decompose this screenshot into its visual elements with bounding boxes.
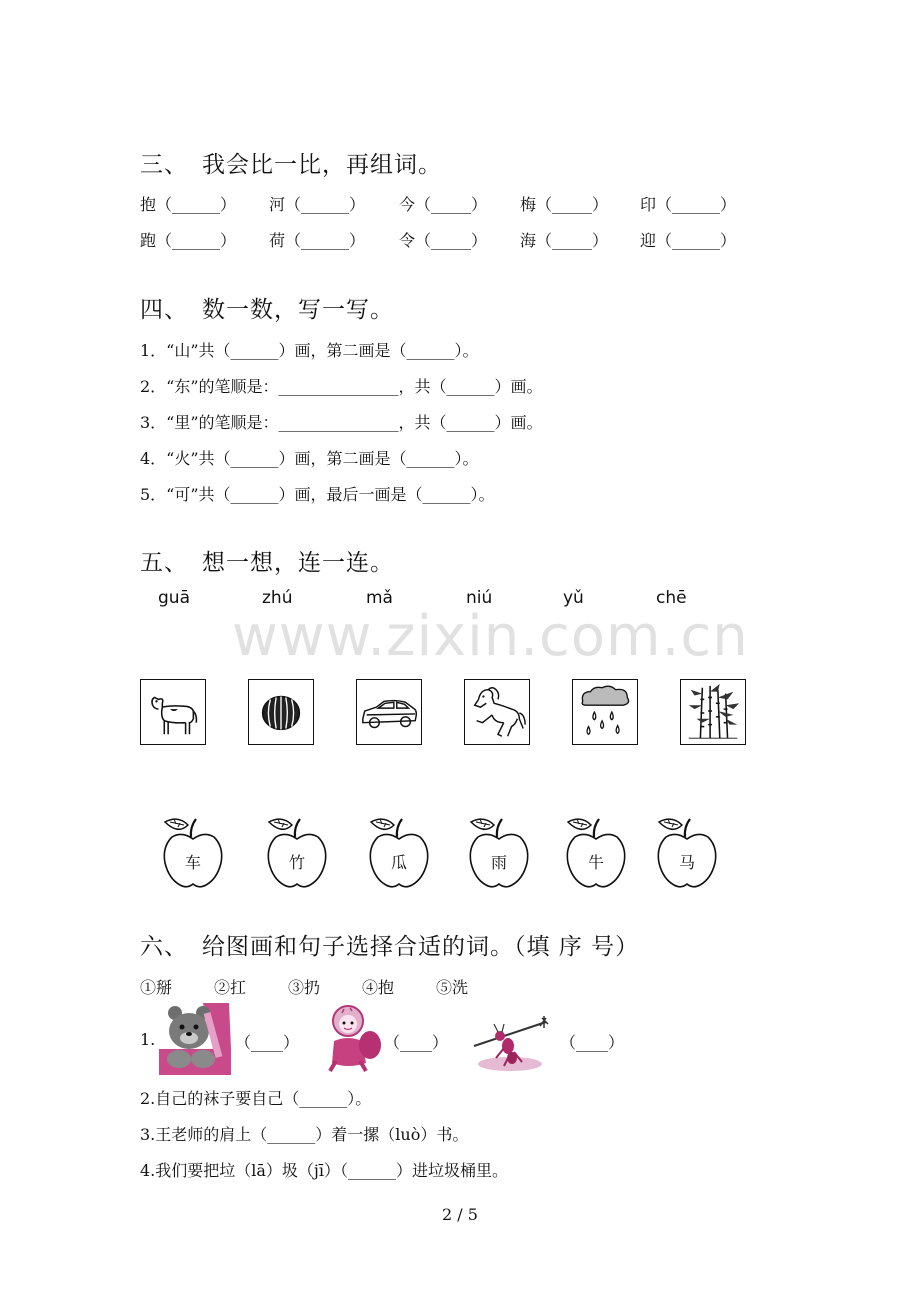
section-5-title xyxy=(140,544,394,577)
apple-card[interactable] xyxy=(366,813,432,889)
pinyin-label: zhú xyxy=(262,588,293,608)
page-number: 2 / 5 xyxy=(442,1205,478,1224)
apple-card[interactable] xyxy=(160,813,226,889)
ant-carrying-icon[interactable] xyxy=(470,1014,550,1074)
compare-cell: 跑（______） xyxy=(140,231,237,250)
section-3-text: 我会比一比，再组词。 xyxy=(202,152,442,178)
stroke-question: 5．“可”共（______）画，最后一画是（______）。 xyxy=(140,485,495,504)
horse-icon[interactable] xyxy=(464,679,530,745)
compare-cell: 梅（_____） xyxy=(520,195,609,214)
watermelon-icon[interactable] xyxy=(248,679,314,745)
compare-cell: 抱（______） xyxy=(140,195,237,214)
stroke-question: 3．“里”的笔顺是：_______________，共（______）画。 xyxy=(140,413,543,432)
pinyin-label: mǎ xyxy=(366,588,393,608)
word-option: ⑤洗 xyxy=(436,978,469,997)
item-1-label: 1. xyxy=(140,1030,156,1049)
pinyin-label: guā xyxy=(158,588,190,608)
section-3-title xyxy=(140,146,442,179)
stroke-question: 1．“山”共（______）画，第二画是（______）。 xyxy=(140,341,479,360)
apple-character: 瓜 xyxy=(390,853,407,872)
apple-card[interactable] xyxy=(563,813,629,889)
section-4-text: 数一数，写一写。 xyxy=(202,297,394,323)
section-5-text: 想一想，连一连。 xyxy=(202,550,394,576)
sentence-question: 2.自己的袜子要自己（______）。 xyxy=(140,1089,372,1108)
apple-card[interactable] xyxy=(654,813,720,889)
rain-icon[interactable] xyxy=(572,679,638,745)
section-4-number: 四、 xyxy=(140,297,188,323)
word-option: ①掰 xyxy=(140,978,173,997)
apple-character: 竹 xyxy=(288,853,305,872)
sentence-question: 4.我们要把垃（lā）圾（jī）（______）进垃圾桶里。 xyxy=(140,1161,509,1180)
section-6-title xyxy=(140,928,639,961)
girl-carrying-icon[interactable] xyxy=(326,1005,382,1073)
section-4-title xyxy=(140,291,394,324)
word-option: ④抱 xyxy=(362,978,395,997)
section-5-number: 五、 xyxy=(140,550,188,576)
apple-character: 车 xyxy=(184,853,201,872)
compare-cell: 荷（______） xyxy=(269,231,366,250)
watermark: www.zixin.com.cn xyxy=(232,604,749,669)
pinyin-label: chē xyxy=(656,588,687,608)
pinyin-label: yǔ xyxy=(563,588,584,608)
answer-blank[interactable]: （____） xyxy=(384,1033,449,1052)
bamboo-icon[interactable] xyxy=(680,679,746,745)
pinyin-label: niú xyxy=(466,588,493,608)
apple-character: 牛 xyxy=(587,853,604,872)
stroke-question: 4．“火”共（______）画，第二画是（______）。 xyxy=(140,449,479,468)
compare-cell: 迎（______） xyxy=(640,231,737,250)
apple-character: 雨 xyxy=(490,853,507,872)
compare-cell: 海（_____） xyxy=(520,231,609,250)
word-option: ②扛 xyxy=(214,978,247,997)
cow-icon[interactable] xyxy=(140,679,206,745)
section-6-text: 给图画和句子选择合适的词。（填 序 号） xyxy=(202,934,640,960)
section-6-number: 六、 xyxy=(140,934,188,960)
compare-cell: 河（______） xyxy=(269,195,366,214)
car-icon[interactable] xyxy=(356,679,422,745)
answer-blank[interactable]: （____） xyxy=(235,1033,300,1052)
bear-corn-icon[interactable] xyxy=(159,1003,231,1075)
section-3-number: 三、 xyxy=(140,152,188,178)
compare-cell: 印（______） xyxy=(640,195,737,214)
apple-card[interactable] xyxy=(264,813,330,889)
answer-blank[interactable]: （____） xyxy=(560,1033,625,1052)
word-option: ③扔 xyxy=(288,978,321,997)
apple-character: 马 xyxy=(678,853,695,872)
sentence-question: 3.王老师的肩上（______）着一摞（luò）书。 xyxy=(140,1125,469,1144)
apple-card[interactable] xyxy=(466,813,532,889)
compare-cell: 今（_____） xyxy=(399,195,488,214)
stroke-question: 2．“东”的笔顺是：_______________，共（______）画。 xyxy=(140,377,543,396)
compare-cell: 令（_____） xyxy=(399,231,488,250)
